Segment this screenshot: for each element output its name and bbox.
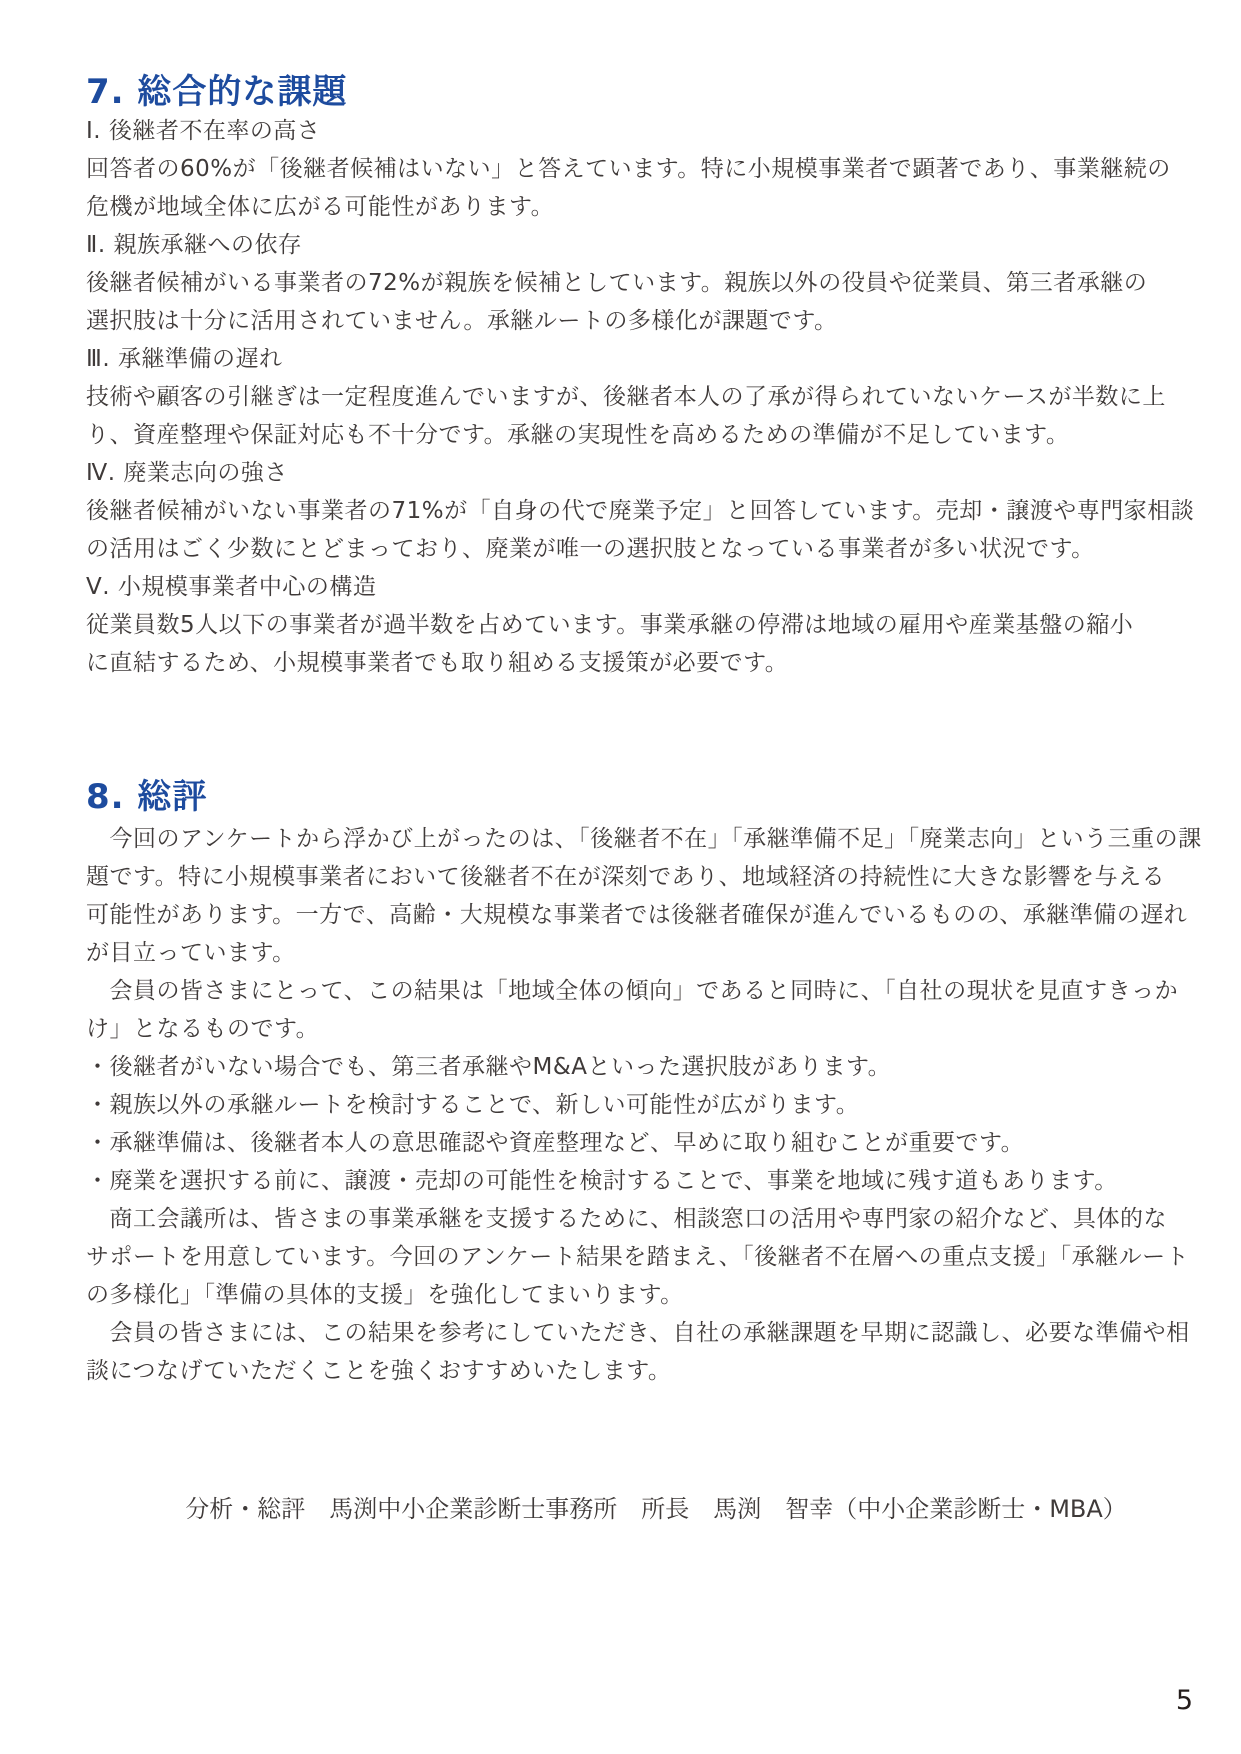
- text-line: 従業員数5人以下の事業者が過半数を占めています。事業承継の停滞は地域の雇用や産業基盤の縮小: [86, 612, 1134, 638]
- text-line: 今回のアンケートから浮かび上がったのは、「後継者不在」「承継準備不足」「廃業志向」という三重の課: [86, 826, 1202, 852]
- text-line: に直結するため、小規模事業者でも取り組める支援策が必要です。: [86, 650, 789, 676]
- page-number: 5: [1175, 1685, 1193, 1716]
- text-line: ・後継者がいない場合でも、第三者承継やM&Aといった選択肢があります。: [86, 1054, 892, 1080]
- text-line: ・承継準備は、後継者本人の意思確認や資産整理など、早めに取り組むことが重要です。: [86, 1130, 1025, 1156]
- section-overall-issues: [86, 72, 1195, 682]
- text-line: 後継者候補がいる事業者の72%が親族を候補としています。親族以外の役員や従業員、第三者承継の: [86, 270, 1148, 296]
- text-line: 商工会議所は、皆さまの事業承継を支援するために、相談窓口の活用や専門家の紹介など、具体的な: [86, 1206, 1167, 1232]
- text-line: 回答者の60%が「後継者候補はいない」と答えています。特に小規模事業者で顕著であり、事業継続の: [86, 156, 1171, 182]
- text-line: ・親族以外の承継ルートを検討することで、新しい可能性が広がります。: [86, 1092, 860, 1118]
- text-line: Ⅴ. 小規模事業者中心の構造: [86, 574, 377, 600]
- section-7-body: [86, 112, 1195, 682]
- signature-line: 分析・総評 馬渕中小企業診断士事務所 所長 馬渕 智幸（中小企業診断士・MBA）: [185, 1495, 1127, 1523]
- text-line: の活用はごく少数にとどまっており、廃業が唯一の選択肢となっている事業者が多い状況です。: [86, 536, 1095, 562]
- text-line: り、資産整理や保証対応も不十分です。承継の実現性を高めるための準備が不足しています。: [86, 422, 1070, 448]
- text-line: 会員の皆さまには、この結果を参考にしていただき、自社の承継課題を早期に認識し、必要な準備や相: [86, 1320, 1190, 1346]
- text-line: 後継者候補がいない事業者の71%が「自身の代で廃業予定」と回答しています。売却・譲渡や専門家相談: [86, 498, 1195, 524]
- text-line: Ⅳ. 廃業志向の強さ: [86, 460, 288, 486]
- text-line: Ⅰ. 後継者不在率の高さ: [86, 118, 321, 144]
- section-8-body: [86, 820, 1202, 1390]
- text-line: が目立っています。: [86, 940, 296, 966]
- text-line: 可能性があります。一方で、高齢・大規模な事業者では後継者確保が進んでいるものの、承継準備の遅れ: [86, 902, 1188, 928]
- text-line: サポートを用意しています。今回のアンケート結果を踏まえ、「後継者不在層への重点支援」「承継ルート: [86, 1244, 1190, 1270]
- text-line: 危機が地域全体に広がる可能性があります。: [86, 194, 555, 220]
- text-line: 選択肢は十分に活用されていません。承継ルートの多様化が課題です。: [86, 308, 838, 334]
- text-line: Ⅲ. 承継準備の遅れ: [86, 346, 283, 372]
- text-line: 談につなげていただくことを強くおすすめいたします。: [86, 1358, 672, 1384]
- text-line: Ⅱ. 親族承継への依存: [86, 232, 302, 258]
- text-line: 会員の皆さまにとって、この結果は「地域全体の傾向」であると同時に、「自社の現状を見直すきっか: [86, 978, 1179, 1004]
- section-summary: [86, 777, 1202, 1390]
- section-8-heading: 8. 総評: [86, 777, 208, 817]
- text-line: の多様化」「準備の具体的支援」を強化してまいります。: [86, 1282, 684, 1308]
- section-7-heading: 7. 総合的な課題: [86, 72, 348, 112]
- text-line: け」となるものです。: [86, 1016, 320, 1042]
- text-line: 技術や顧客の引継ぎは一定程度進んでいますが、後継者本人の了承が得られていないケースが半数に上: [86, 384, 1166, 410]
- text-line: 題です。特に小規模事業者において後継者不在が深刻であり、地域経済の持続性に大きな影響を与える: [86, 864, 1166, 890]
- text-line: ・廃業を選択する前に、譲渡・売却の可能性を検討することで、事業を地域に残す道もあります。: [86, 1168, 1118, 1194]
- content-column: [86, 0, 1202, 1528]
